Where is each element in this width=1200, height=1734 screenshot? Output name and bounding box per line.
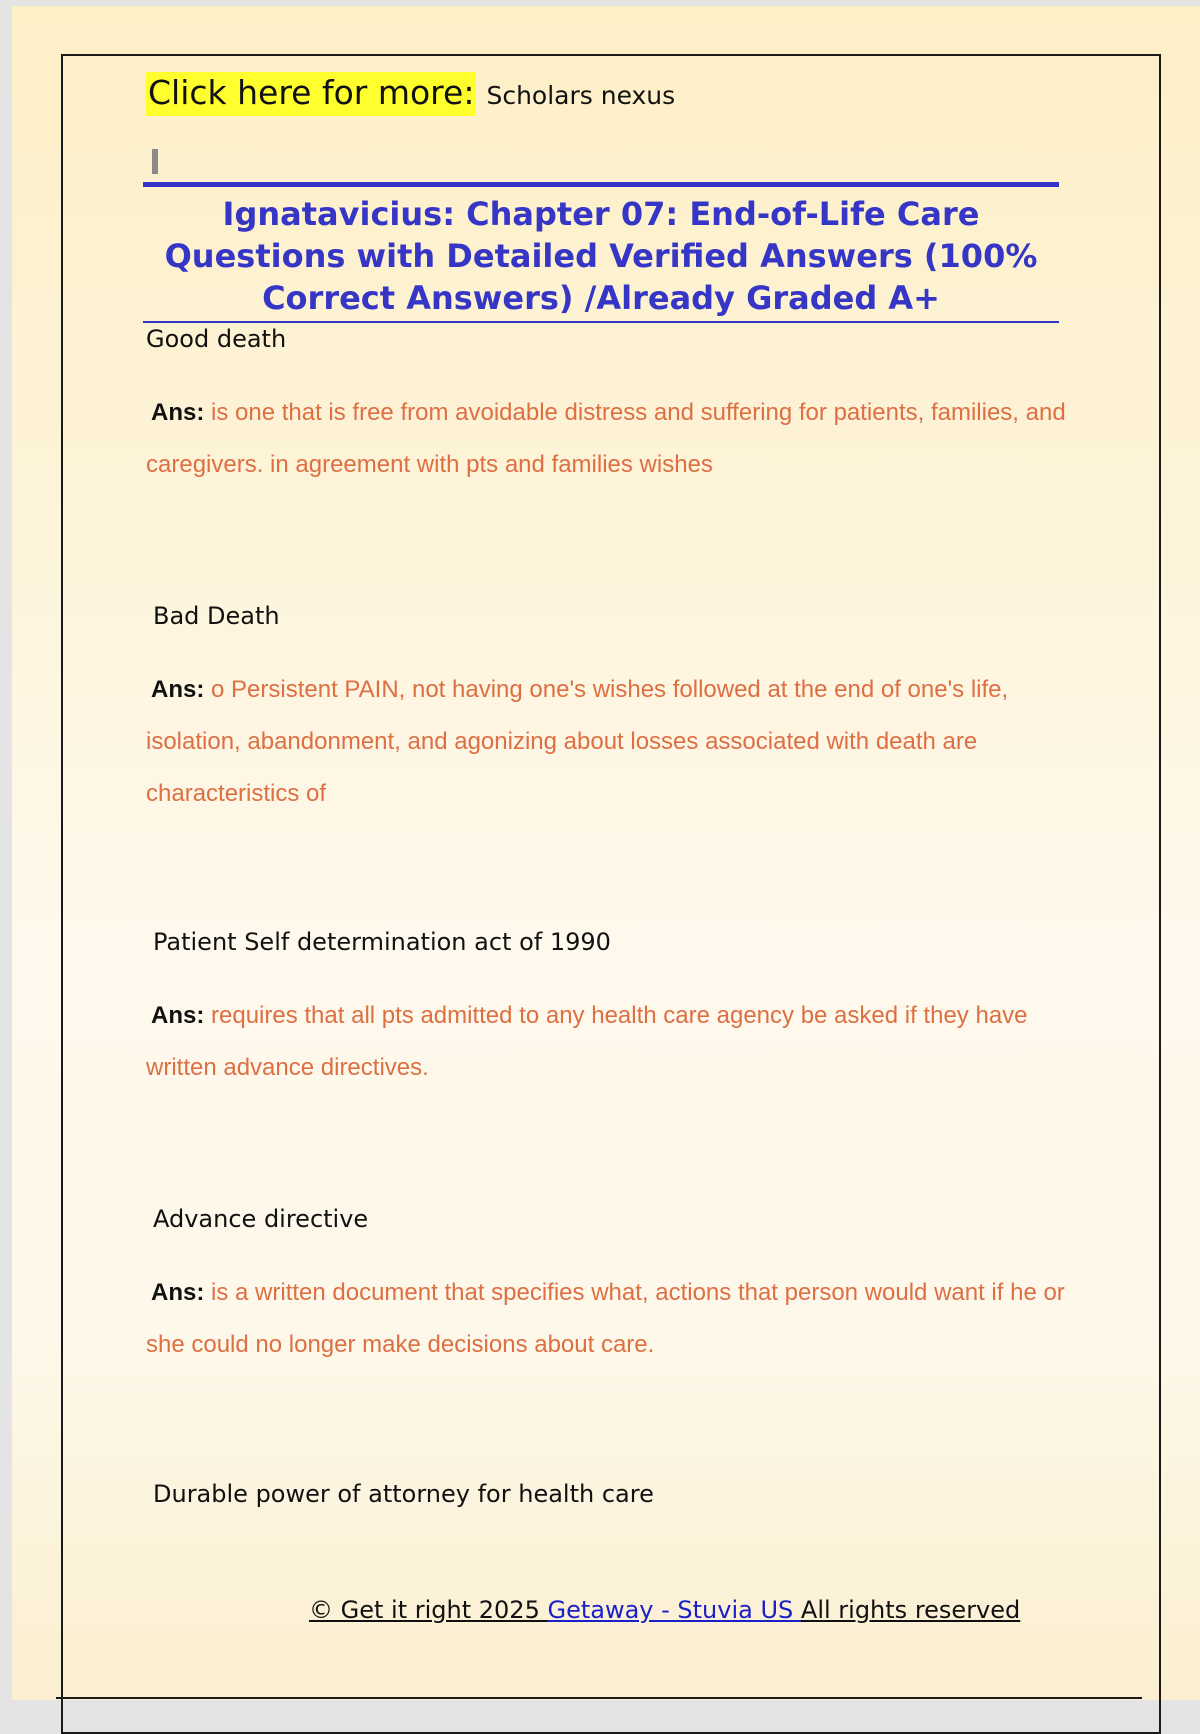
ans-label: Ans: (151, 676, 205, 703)
qa-item-durable-power-of-attorney (146, 1480, 1066, 1508)
question-term: Durable power of attorney for health care (153, 1480, 654, 1508)
footer-copyright (309, 1596, 1020, 1624)
title-block (143, 182, 1059, 323)
answer-text (146, 990, 1066, 1094)
qa-item-advance-directive (146, 1205, 1066, 1371)
answer-text (146, 1267, 1066, 1371)
promo-source-text: Scholars nexus (486, 81, 676, 110)
question-term: Good death (146, 325, 287, 353)
document-title: Ignatavicius: Chapter 07: End-of-Life Care Questions with Detailed Verified Answers (100% Correct Answers) /Already Graded A+ (164, 195, 1038, 317)
answer-body: requires that all pts admitted to any health care agency be asked if they have written advance directives. (146, 1002, 1028, 1081)
answer-text (146, 387, 1066, 491)
answer-text (146, 664, 1066, 820)
promo-line (146, 72, 675, 116)
qa-item-patient-self-determination (146, 928, 1066, 1094)
footer-link-getaway-stuvia[interactable]: Getaway - Stuvia US (547, 1596, 801, 1624)
answer-body: o Persistent PAIN, not having one's wishes followed at the end of one's life, isolation, abandonment, and agonizing about losses associated with death are characteristics of (146, 676, 1009, 807)
question-term: Bad Death (153, 602, 280, 630)
question-term: Advance directive (153, 1205, 369, 1233)
question-term: Patient Self determination act of 1990 (153, 928, 611, 956)
answer-body: is a written document that specifies what, actions that person would want if he or she could no longer make decisions about care. (146, 1279, 1065, 1358)
answer-body: is one that is free from avoidable distress and suffering for patients, families, and caregivers. in agreement with pts and families wishes (146, 399, 1066, 478)
qa-item-bad-death (146, 602, 1066, 820)
ans-label: Ans: (151, 1002, 205, 1029)
footer-prefix: © Get it right 2025 (309, 1596, 548, 1624)
ans-label: Ans: (151, 399, 205, 426)
text-cursor-mark (152, 149, 158, 174)
footer-suffix: All rights reserved (800, 1596, 1021, 1624)
qa-item-good-death (146, 325, 1066, 491)
bottom-rule (56, 1697, 1142, 1699)
click-here-link[interactable]: Click here for more: (146, 72, 476, 116)
ans-label: Ans: (151, 1279, 205, 1306)
